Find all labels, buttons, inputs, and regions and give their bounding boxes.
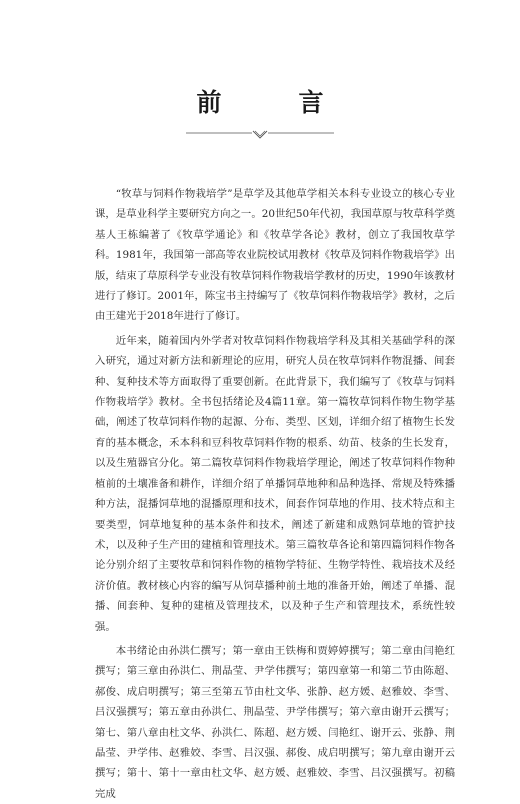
page-title: 前 言 [196,88,350,117]
title-ornament [186,128,334,142]
preface-paragraph-1: “牧草与饲料作物栽培学”是草学及其他草学相关本科专业设立的核心专业课，是草业科学主要研究方向之一。20世纪50年代初，我国草原与牧草科学奠基人王栋编著了《牧草学通论》和《牧草学各论》教材，创立了我国牧草学科。1981年，我国第一部高等农业院校试用教材《牧草及饲料作物栽培学》出版，结束了草原科学专业没有牧草饲料作物栽培学教材的历史，1990年该教材进行了修订。2001年，陈宝书主持编写了《牧草饲料作物栽培学》教材，之后由王建光于2018年进行了修订。 [95,188,455,323]
preface-paragraph-2: 近年来，随着国内外学者对牧草饲料作物栽培学科及其相关基础学科的深入研究，通过对新方法和新理论的应用，研究人员在牧草饲料作物混播、间套种、复种技术等方面取得了重要创新。在此背景下，我们编写了《牧草与饲料作物栽培学》教材。全书包括绪论及4篇11章。第一篇牧草饲料作物生物学基础，阐述了牧草饲料作物的起源、分布、类型、区划，详细介绍了植物生长发育的基本概念，禾本科和豆科牧草饲料作物的根系、幼苗、枝条的生长发育，以及生殖器官分化。第二篇牧草饲料作物栽培学理论，阐述了牧草饲料作物种植前的土壤准备和耕作，详细介绍了单播饲草地种和品种选择、常规及特殊播种方法，混播饲草地的混播原理和技术，间套作饲草地的作用、技术特点和主要类型，饲草地复种的基本条件和技术，阐述了新建和成熟饲草地的管护技术，以及种子生产田的建植和管理技术。第三篇牧草各论和第四篇饲料作物各论分别介绍了主要牧草和饲料作物的植物学特征、生物学特性、栽培技术及经济价值。教材核心内容的编写从饲草播种前土地的准备开始，阐述了单播、混播、间套种、复种的建植及管理技术，以及种子生产和管理技术，系统性较强。 [95,334,455,633]
preface-body [95,184,455,804]
preface-paragraph-3: 本书绪论由孙洪仁撰写；第一章由王铁梅和贾婷婷撰写；第二章由闫艳红撰写；第三章由孙洪仁、荆晶莹、尹学伟撰写；第四章第一和第二节由陈超、郝俊、成启明撰写；第三至第五节由杜文华、张静、赵方媛、赵雅姣、李雪、吕汉强撰写；第五章由孙洪仁、荆晶莹、尹学伟撰写；第六章由谢开云撰写；第七、第八章由杜文华、孙洪仁、陈超、赵方媛、闫艳红、谢开云、张静、荆晶莹、尹学伟、赵雅姣、李雪、吕汉强、郝俊、成启明撰写；第九章由谢开云撰写；第十、第十一章由杜文华、赵方媛、赵雅姣、李雪、吕汉强撰写。初稿完成 [95,644,455,800]
